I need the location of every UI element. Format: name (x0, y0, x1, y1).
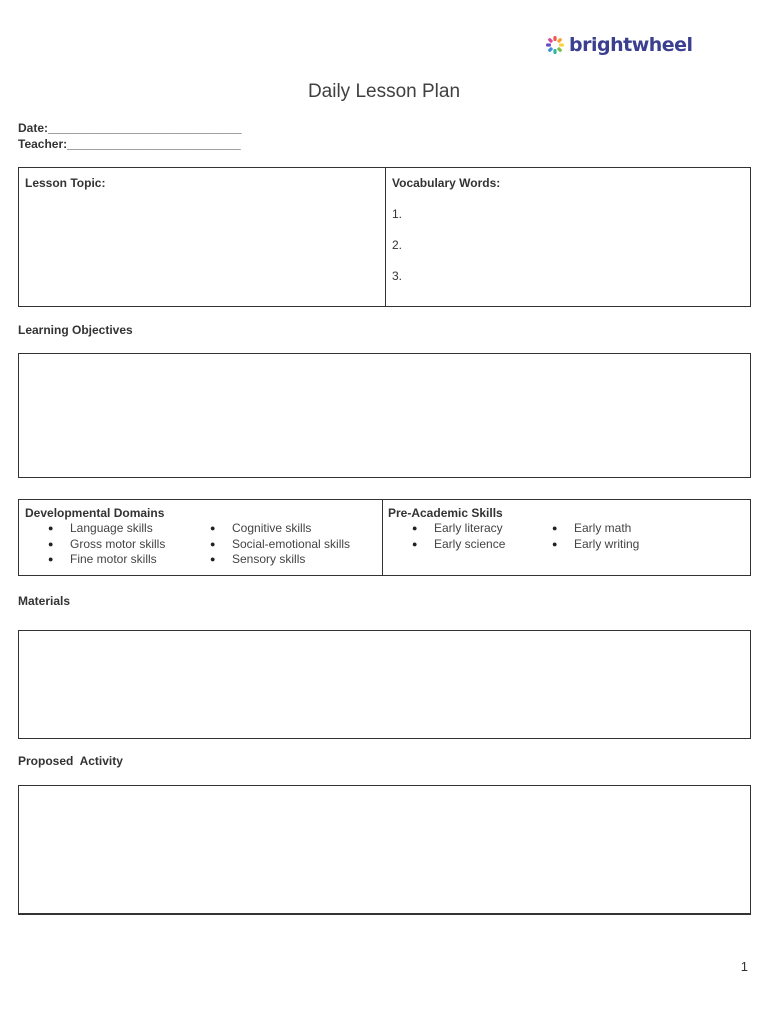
date-field[interactable] (18, 121, 242, 135)
bullet-icon: ● (552, 538, 558, 549)
domains-list-2 (210, 521, 350, 568)
pre-academic-list-2 (552, 521, 639, 552)
list-item: ● Early literacy (412, 521, 503, 535)
domains-list-1 (48, 521, 165, 568)
bullet-icon: ● (412, 523, 418, 533)
pre-academic-title: Pre-Academic Skills (388, 506, 503, 520)
bullet-icon: ● (210, 554, 216, 564)
lesson-topic-label: Lesson Topic: (25, 176, 106, 190)
teacher-field[interactable] (18, 137, 241, 151)
lesson-topic-cell[interactable] (19, 168, 385, 306)
date-label: Date: (18, 121, 49, 135)
brightwheel-flower-icon (544, 34, 566, 56)
materials-box[interactable] (18, 630, 751, 739)
list-item: ● Early science (412, 536, 506, 551)
list-item: ● Fine motor skills (48, 552, 157, 566)
list-item: ● Early math (552, 521, 632, 535)
topic-vocab-table (18, 167, 751, 307)
vocabulary-cell[interactable] (386, 168, 750, 306)
proposed-activity-box[interactable] (18, 785, 751, 915)
bullet-icon: ● (48, 538, 54, 549)
page-title: Daily Lesson Plan (307, 81, 461, 102)
learning-objectives-box[interactable] (18, 353, 751, 478)
bullet-icon: ● (412, 538, 418, 549)
materials-heading: Materials (18, 594, 71, 608)
bullet-icon: ● (210, 523, 216, 533)
date-line: _____________________________ (48, 121, 242, 135)
logo-text: brightwheel (569, 34, 693, 56)
vocab-item-2: 2. (392, 238, 403, 252)
vocab-item-3: 3. (392, 269, 403, 283)
developmental-domains-cell (19, 500, 382, 575)
skills-table (18, 499, 751, 576)
list-item: ● Early writing (552, 536, 640, 551)
brightwheel-logo (544, 32, 693, 58)
bullet-icon: ● (210, 538, 216, 549)
list-item: ● Cognitive skills (210, 521, 312, 535)
developmental-domains-title: Developmental Domains (25, 506, 165, 520)
teacher-label: Teacher: (18, 137, 68, 151)
bullet-icon: ● (48, 523, 54, 533)
teacher-line: __________________________ (67, 137, 241, 151)
list-item: ● Social-emotional skills (210, 536, 351, 551)
vocab-item-1: 1. (392, 207, 403, 221)
vocabulary-label: Vocabulary Words: (392, 176, 501, 190)
learning-objectives-heading: Learning Objectives (18, 323, 133, 337)
proposed-activity-heading: Proposed Activity (18, 754, 123, 768)
bullet-icon: ● (48, 554, 54, 564)
list-item: ● Sensory skills (210, 552, 306, 566)
page-number: 1 (740, 959, 748, 974)
list-item: ● Language skills (48, 521, 153, 535)
pre-academic-list-1 (412, 521, 505, 552)
list-item: ● Gross motor skills (48, 536, 166, 551)
bullet-icon: ● (552, 523, 558, 533)
pre-academic-cell (383, 500, 750, 575)
